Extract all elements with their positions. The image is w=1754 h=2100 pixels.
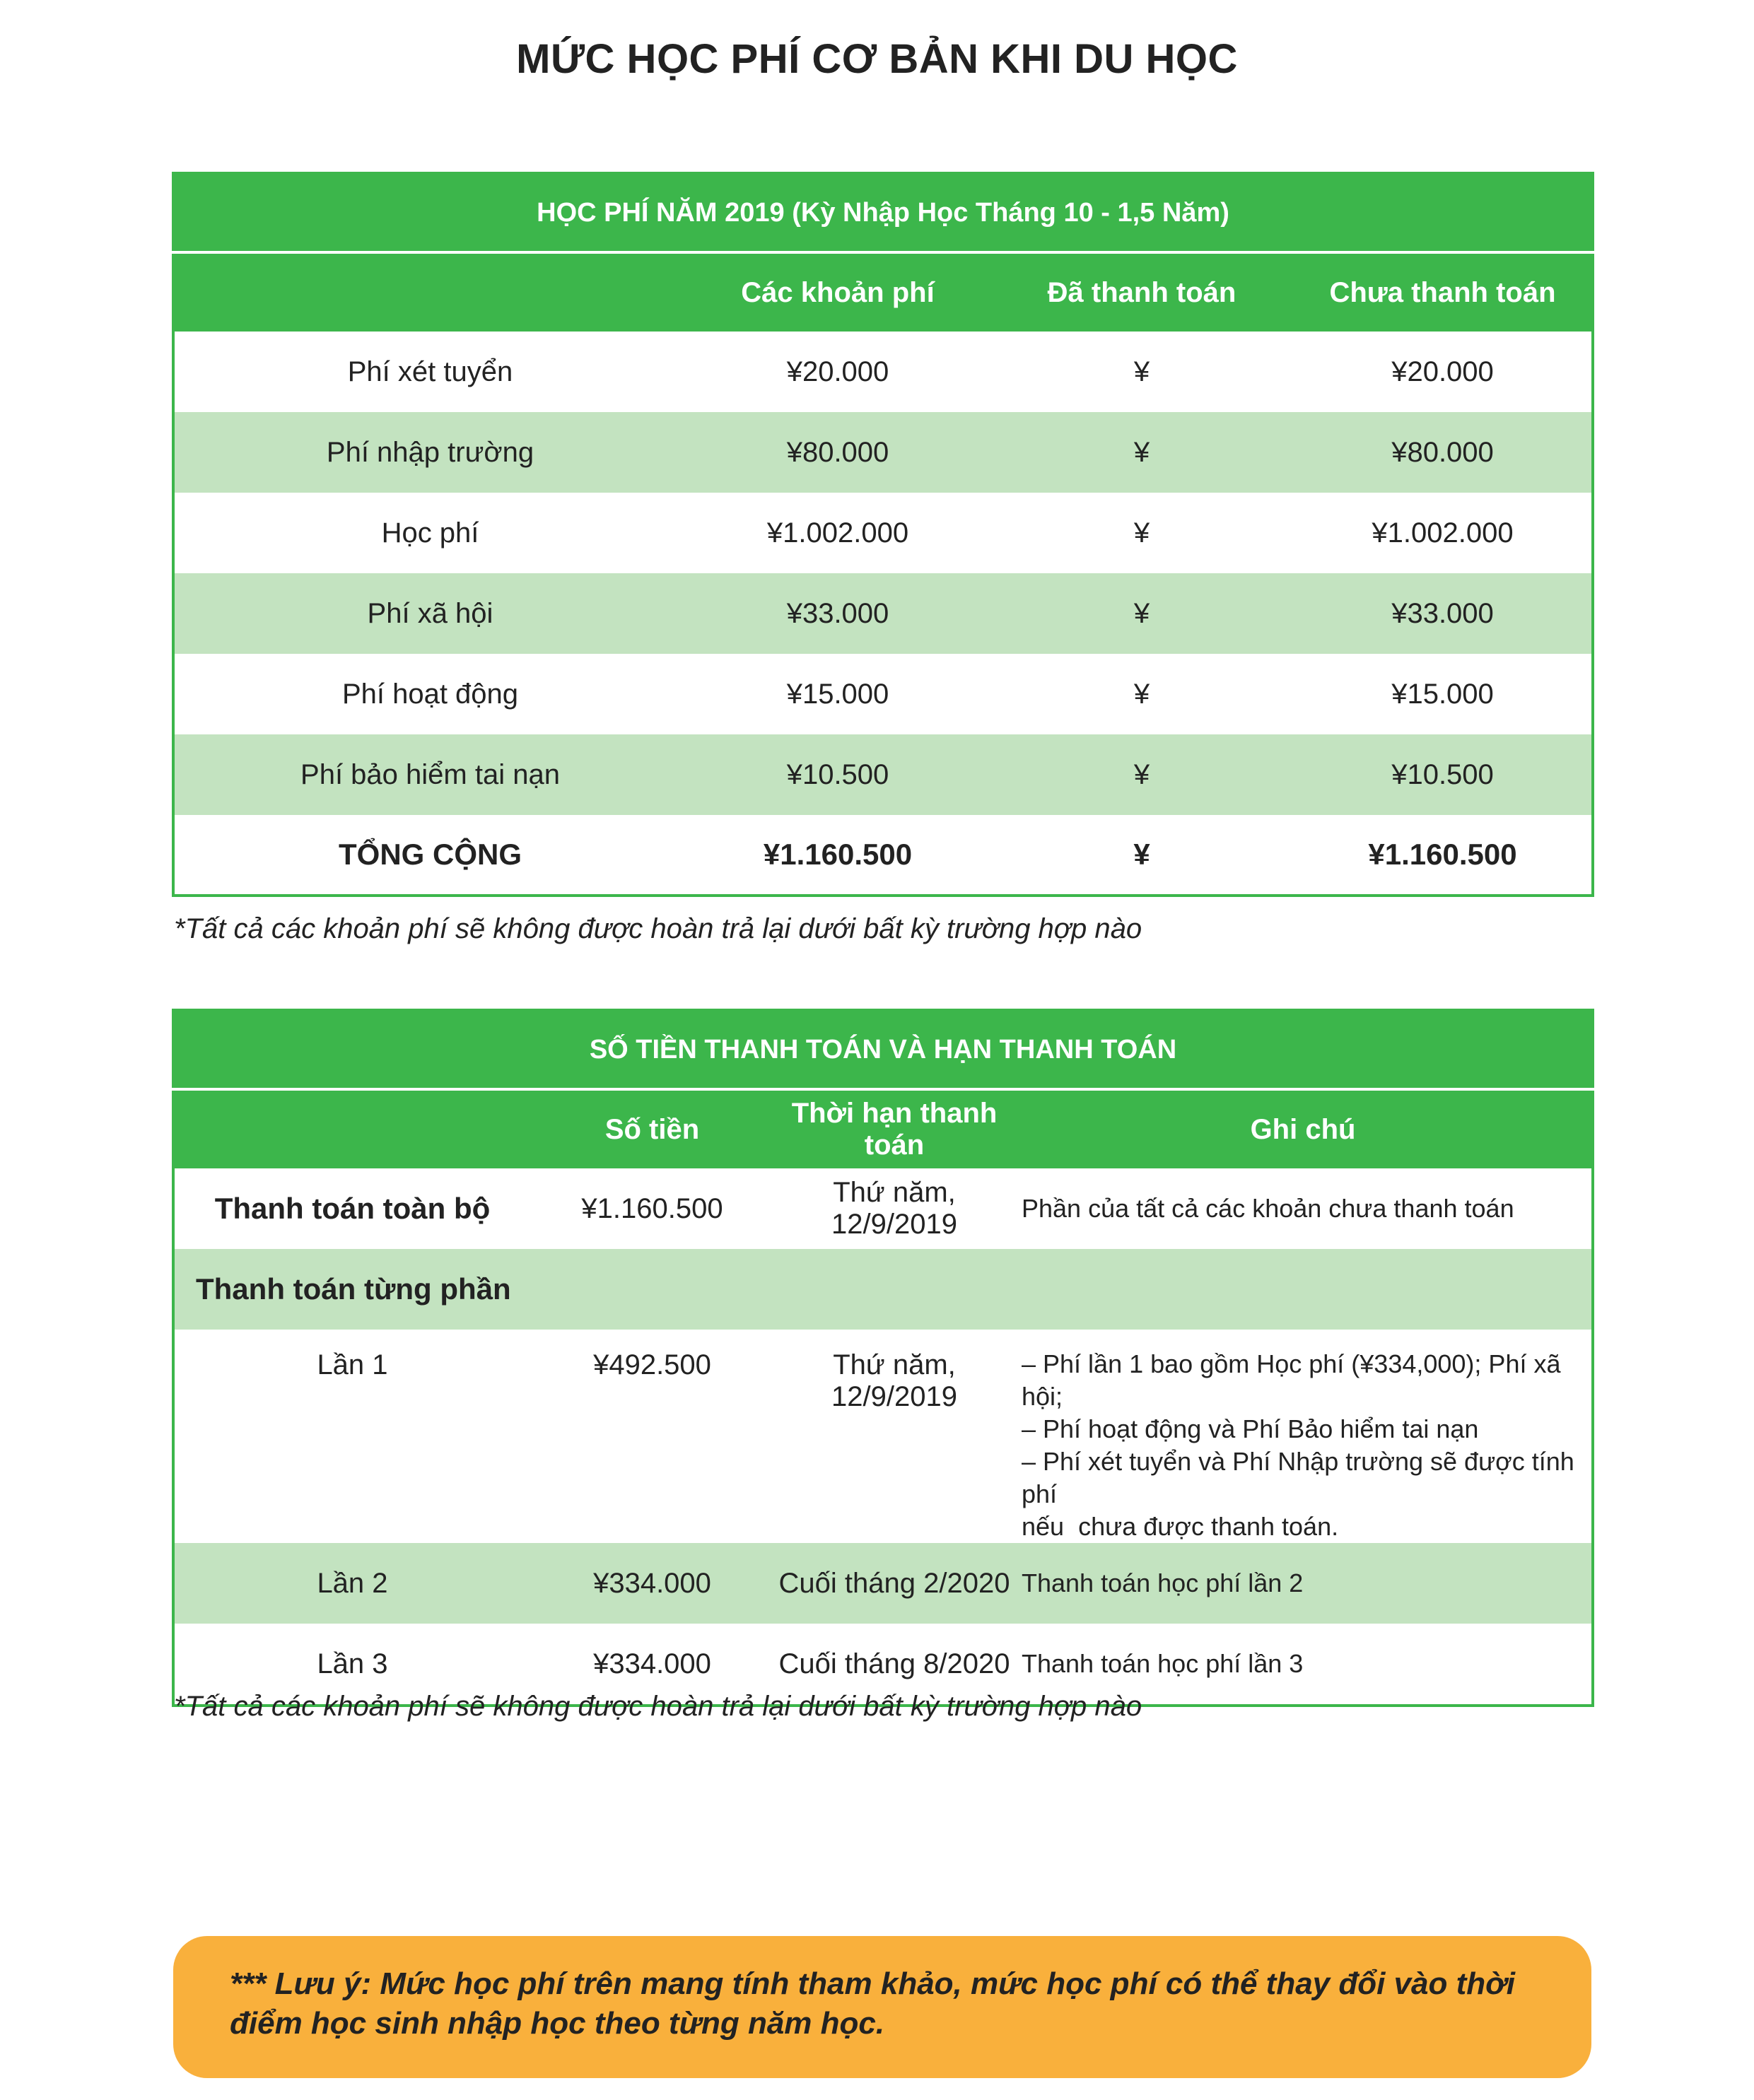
fee-item: Phí bảo hiểm tai nạn — [173, 734, 686, 815]
fee-header-paid: Đã thanh toán — [990, 252, 1294, 332]
total-unpaid: ¥1.160.500 — [1368, 838, 1517, 871]
fee-amount: ¥33.000 — [686, 573, 990, 654]
fee-unpaid: ¥1.002.000 — [1372, 517, 1514, 549]
fee-table-banner: HỌC PHÍ NĂM 2019 (Kỳ Nhập Học Tháng 10 - 1,5 Năm) — [173, 173, 1593, 252]
installment-label: Lần 3 — [317, 1648, 388, 1679]
fee-header-amount: Các khoản phí — [686, 252, 990, 332]
fee-paid: ¥ — [1133, 517, 1150, 549]
fee-unpaid: ¥80.000 — [1294, 412, 1593, 493]
fee-footnote: *Tất cả các khoản phí sẽ không được hoàn trả lại dưới bất kỳ trường hợp nào — [174, 913, 1142, 944]
partial-payment-label: Thanh toán từng phần — [173, 1249, 1593, 1330]
installment-deadline: Cuối tháng 2/2020 — [774, 1543, 1015, 1624]
reference-note-callout — [173, 1936, 1591, 2078]
payment-table-banner: SỐ TIỀN THANH TOÁN VÀ HẠN THANH TOÁN — [173, 1010, 1593, 1089]
table-row — [173, 654, 1593, 734]
note-line: – Phí lần 1 bao gồm Học phí (¥334,000); Phí xã hội; — [1022, 1349, 1561, 1411]
installment-deadline: Thứ năm, 12/9/2019 — [831, 1349, 957, 1412]
table-row — [173, 1543, 1593, 1624]
fee-item: Phí xét tuyển — [347, 356, 513, 387]
fee-item: Học phí — [381, 517, 479, 549]
page-title: MỨC HỌC PHÍ CƠ BẢN KHI DU HỌC — [516, 36, 1238, 82]
fee-amount: ¥80.000 — [686, 412, 990, 493]
fee-header-unpaid: Chưa thanh toán — [1294, 252, 1593, 332]
payment-header-type — [173, 1089, 530, 1168]
fee-item: Phí xã hội — [173, 573, 686, 654]
fee-unpaid: ¥33.000 — [1294, 573, 1593, 654]
table-row — [173, 734, 1593, 815]
note-line: – Phí hoạt động và Phí Bảo hiểm tai nạn — [1022, 1414, 1479, 1443]
installment-label: Lần 1 — [317, 1349, 388, 1380]
fee-paid: ¥ — [1133, 678, 1150, 710]
installment-amount: ¥334.000 — [530, 1543, 774, 1624]
payment-header-deadline: Thời hạn thanh toán — [774, 1089, 1015, 1168]
payment-header-amount: Số tiền — [530, 1089, 774, 1168]
fee-paid: ¥ — [1133, 356, 1150, 387]
fee-paid: ¥ — [990, 573, 1294, 654]
fee-item: Phí hoạt động — [341, 678, 519, 710]
note-line: – Phí xét tuyển và Phí Nhập trường sẽ được tính phí — [1022, 1447, 1574, 1508]
table-row — [173, 332, 1593, 412]
full-payment-label: Thanh toán toàn bộ — [214, 1192, 491, 1225]
table-row — [173, 1330, 1593, 1543]
table-row — [173, 1249, 1593, 1330]
fee-unpaid: ¥20.000 — [1391, 356, 1494, 387]
callout-line: *** Lưu ý: Mức học phí trên mang tính tham khảo, mức học phí có thể thay đổi vào thời — [230, 1966, 1515, 2001]
table-row — [173, 412, 1593, 493]
installment-note: Thanh toán học phí lần 3 — [1022, 1649, 1304, 1678]
callout-line: điểm học sinh nhập học theo từng năm học. — [230, 2006, 885, 2041]
table-row — [173, 1168, 1593, 1249]
fee-amount: ¥20.000 — [786, 356, 889, 387]
installment-note: Thanh toán học phí lần 2 — [1015, 1543, 1593, 1624]
fee-paid: ¥ — [990, 412, 1294, 493]
payment-table — [172, 1009, 1594, 1707]
fee-amount: ¥10.500 — [686, 734, 990, 815]
fee-table — [172, 172, 1594, 897]
installment-amount: ¥492.500 — [593, 1349, 711, 1380]
installment-label: Lần 2 — [173, 1543, 530, 1624]
installment-note — [1015, 1330, 1593, 1543]
fee-paid: ¥ — [990, 734, 1294, 815]
installment-deadline: Cuối tháng 8/2020 — [778, 1648, 1010, 1679]
fee-unpaid: ¥10.500 — [1294, 734, 1593, 815]
total-label: TỔNG CỘNG — [339, 838, 522, 871]
full-payment-note: Phần của tất cả các khoản chưa thanh toán — [1022, 1194, 1514, 1223]
fee-amount: ¥15.000 — [786, 678, 889, 710]
fee-header-item — [173, 252, 686, 332]
total-amount: ¥1.160.500 — [763, 838, 913, 871]
full-payment-deadline: Thứ năm, 12/9/2019 — [831, 1177, 957, 1240]
payment-footnote: *Tất cả các khoản phí sẽ không được hoàn trả lại dưới bất kỳ trường hợp nào — [174, 1691, 1142, 1722]
installment-amount: ¥334.000 — [593, 1648, 711, 1679]
fee-unpaid: ¥15.000 — [1391, 678, 1494, 710]
fee-amount: ¥1.002.000 — [766, 517, 909, 549]
fee-item: Phí nhập trường — [173, 412, 686, 493]
payment-header-note: Ghi chú — [1015, 1089, 1593, 1168]
full-payment-amount: ¥1.160.500 — [581, 1192, 723, 1224]
table-row — [173, 573, 1593, 654]
total-paid: ¥ — [1133, 838, 1150, 871]
table-row — [173, 493, 1593, 573]
note-line: nếu chưa được thanh toán. — [1022, 1512, 1339, 1541]
total-row — [173, 815, 1593, 896]
